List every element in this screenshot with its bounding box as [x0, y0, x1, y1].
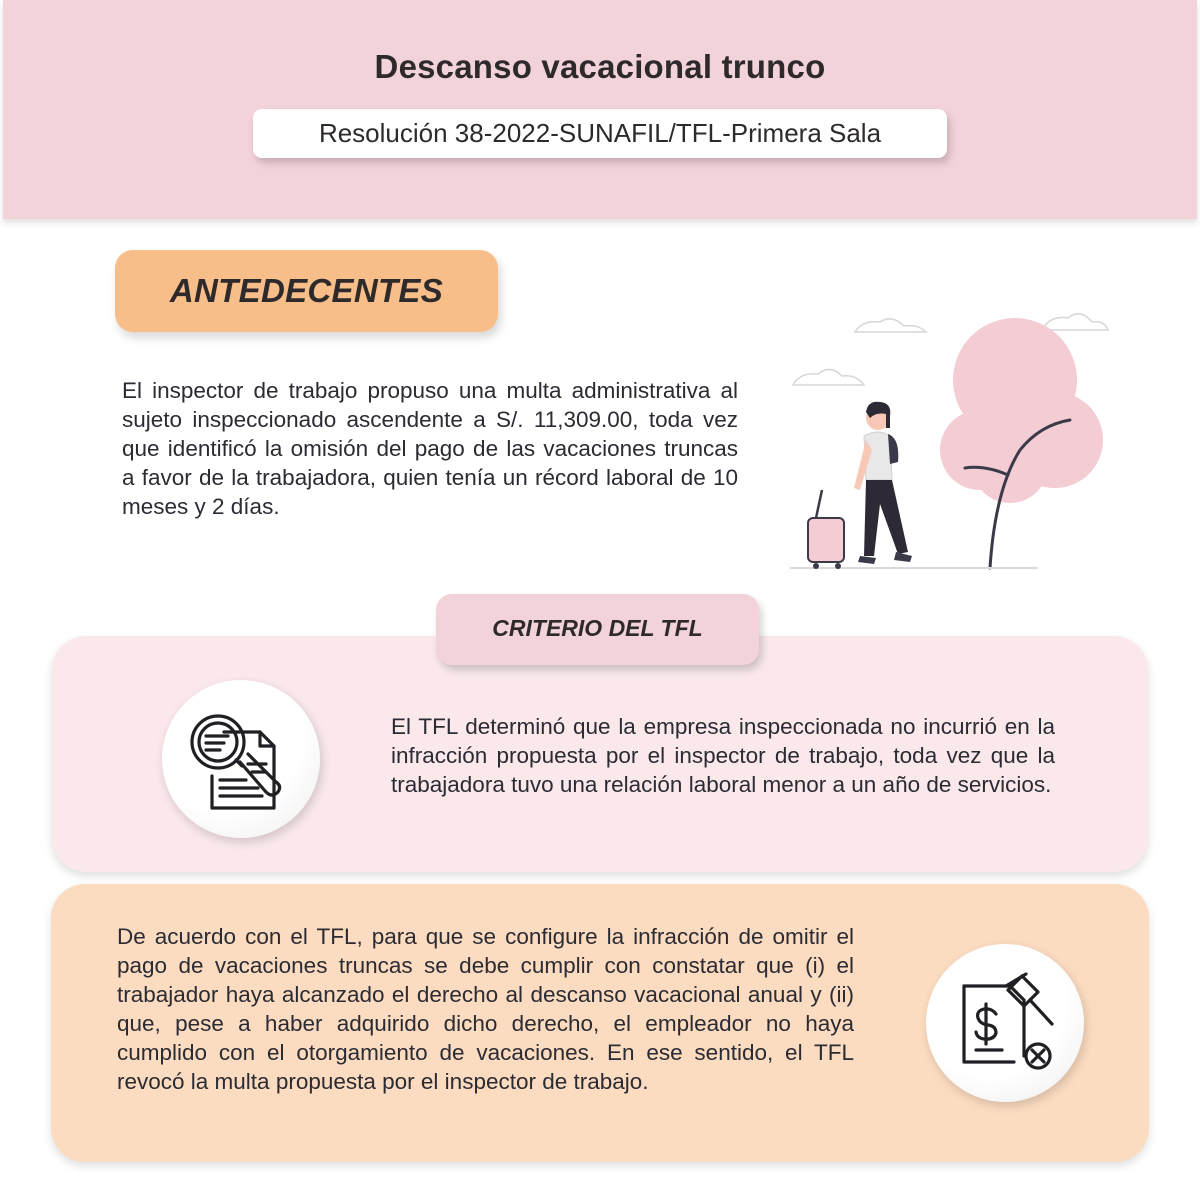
conclusion-text: De acuerdo con el TFL, para que se configure la infracción de omitir el pago de vacaciones truncas se debe cumplir con constatar que (i) el trabajador haya alcanzado el derecho al descanso vacacional anual y (ii) que, pese a haber adquirido dicho derecho, el empleador no haya cumplido con el otorgamiento de vacaciones. En ese sentido, el TFL revocó la multa propuesta por el inspector de trabajo.: [117, 924, 854, 1094]
resolution-label: Resolución 38-2022-SUNAFIL/TFL-Primera Sala: [253, 109, 947, 158]
woman-with-suitcase-and-tree-illustration: [780, 300, 1110, 580]
document-search-badge: [162, 680, 320, 838]
criterio-text: El TFL determinó que la empresa inspeccionada no incurrió en la infracción propuesta por el inspector de trabajo, toda vez que la trabajadora tuvo una relación laboral menor a un año de servicios.: [391, 714, 1055, 797]
legal-invoice-badge: [926, 944, 1084, 1102]
suitcase-icon: [808, 490, 844, 569]
page-title: Descanso vacacional trunco: [374, 48, 826, 85]
tree-foliage: [940, 318, 1103, 503]
antecedentes-text: El inspector de trabajo propuso una multa administrativa al sujeto inspeccionado ascendente a S/. 11,309.00, toda vez que identificó la omisión del pago de las vacaciones truncas a favor de la trabajadora, quien tenía un récord laboral de 10 meses y 2 días.: [122, 378, 738, 519]
legal-invoice-rejected-icon: [926, 944, 1084, 1102]
antecedentes-heading: ANTEDECENTES: [115, 250, 498, 332]
document-search-icon: [162, 680, 320, 838]
woman-figure: [854, 402, 912, 564]
criterio-heading: CRITERIO DEL TFL: [436, 594, 759, 665]
